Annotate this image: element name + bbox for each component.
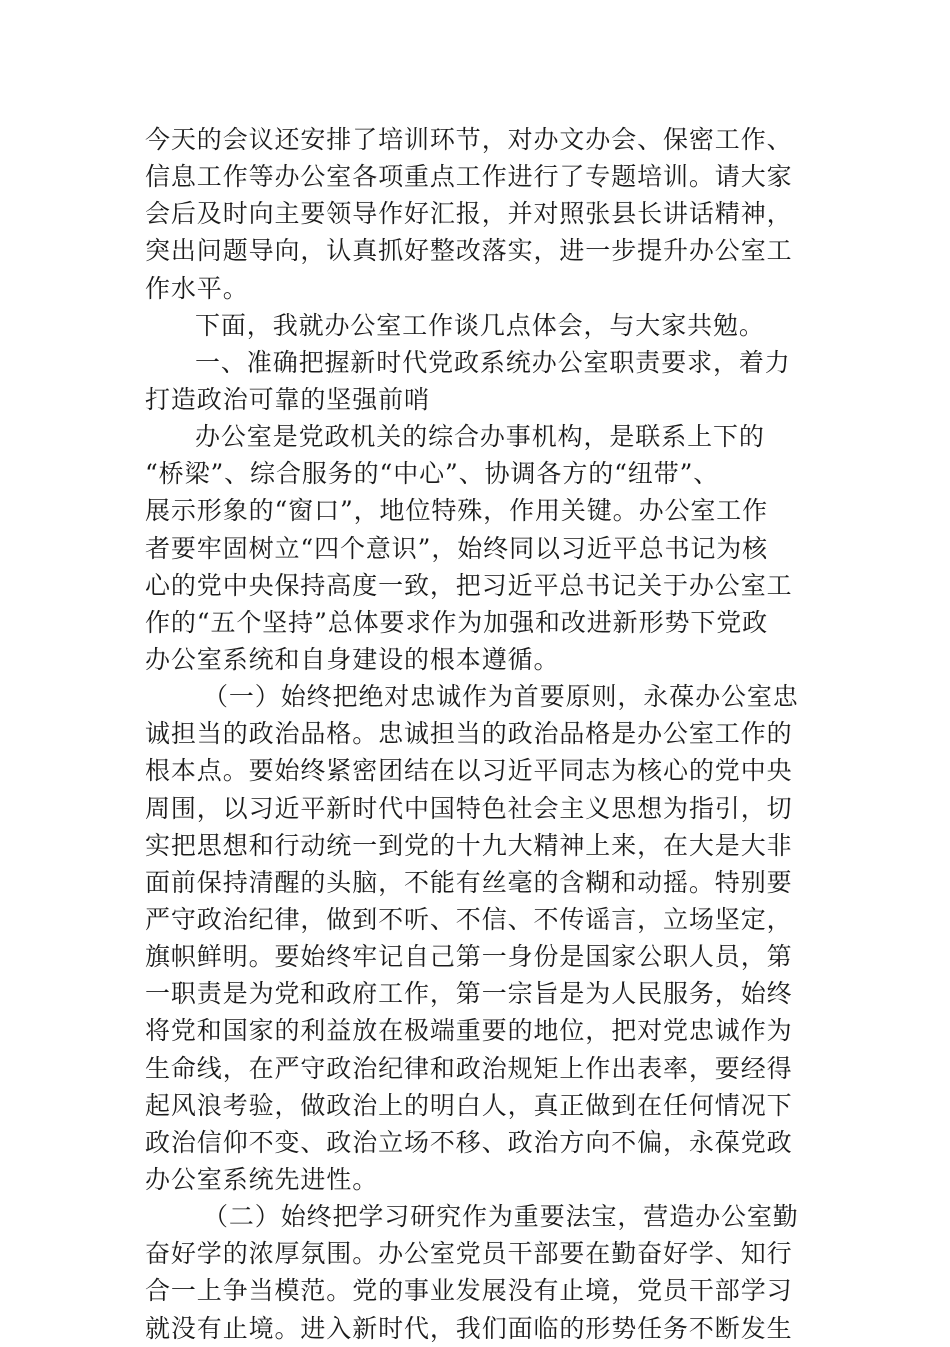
text-line: 今天的会议还安排了培训环节，对办文办会、保密工作、 — [145, 125, 793, 154]
text-line: 根本点。要始终紧密团结在以习近平同志为核心的党中央 — [145, 756, 793, 786]
document-body — [145, 121, 799, 1347]
text-line: 严守政治纪律，做到不听、不信、不传谣言，立场坚定， — [145, 904, 793, 934]
text-line: 作的“五个坚持”总体要求作为加强和改进新形势下党政 — [145, 607, 769, 637]
text-line: 办公室是党政机关的综合办事机构，是联系上下的 — [195, 422, 765, 452]
text-line: 心的党中央保持高度一致，把习近平总书记关于办公室工 — [145, 570, 793, 600]
text-line: 办公室系统先进性。 — [145, 1164, 379, 1194]
text-line: 诚担当的政治品格。忠诚担当的政治品格是办公室工作的 — [145, 719, 793, 749]
section-heading-line: 一、准确把握新时代党政系统办公室职责要求，着力 — [195, 347, 791, 377]
text-line: 面前保持清醒的头脑，不能有丝毫的含糊和动摇。特别要 — [145, 867, 793, 897]
subsection-heading-line: （二）始终把学习研究作为重要法宝，营造办公室勤 — [203, 1202, 799, 1232]
text-line: 就没有止境。进入新时代，我们面临的形势任务不断发生 — [145, 1313, 793, 1343]
text-line: 办公室系统和自身建设的根本遵循。 — [145, 644, 560, 674]
text-line: 作水平。 — [145, 273, 249, 303]
text-line: 将党和国家的利益放在极端重要的地位，把对党忠诚作为 — [145, 1016, 793, 1046]
text-line: 旗帜鲜明。要始终牢记自己第一身份是国家公职人员，第 — [145, 942, 793, 972]
subsection-heading-line: （一）始终把绝对忠诚作为首要原则，永葆办公室忠 — [203, 682, 799, 712]
text-line: 奋好学的浓厚氛围。办公室党员干部要在勤奋好学、知行 — [145, 1239, 793, 1269]
text-line: 信息工作等办公室各项重点工作进行了专题培训。请大家 — [145, 162, 793, 192]
text-line: 周围，以习近平新时代中国特色社会主义思想为指引，切 — [145, 793, 793, 823]
text-line: 突出问题导向，认真抓好整改落实，进一步提升办公室工 — [145, 236, 793, 266]
text-line: 者要牢固树立“四个意识”，始终同以习近平总书记为核 — [145, 533, 769, 563]
section-heading-line: 打造政治可靠的坚强前哨 — [145, 384, 430, 414]
text-line: 合一上争当模范。党的事业发展没有止境，党员干部学习 — [145, 1276, 793, 1306]
text-line: 生命线，在严守政治纪律和政治规矩上作出表率，要经得 — [145, 1053, 793, 1083]
text-line: “桥梁”、综合服务的“中心”、协调各方的“纽带”、 — [145, 459, 720, 489]
text-line: 实把思想和行动统一到党的十九大精神上来，在大是大非 — [145, 830, 793, 860]
text-line: 起风浪考验，做政治上的明白人，真正做到在任何情况下 — [145, 1090, 793, 1120]
paragraph-intro-line: 下面，我就办公室工作谈几点体会，与大家共勉。 — [195, 310, 765, 340]
text-line: 展示形象的“窗口”，地位特殊，作用关键。办公室工作 — [145, 496, 769, 526]
text-line: 会后及时向主要领导作好汇报，并对照张县长讲话精神， — [145, 199, 793, 229]
text-line: 一职责是为党和政府工作，第一宗旨是为人民服务，始终 — [145, 979, 793, 1009]
text-line: 政治信仰不变、政治立场不移、政治方向不偏，永葆党政 — [145, 1127, 793, 1157]
